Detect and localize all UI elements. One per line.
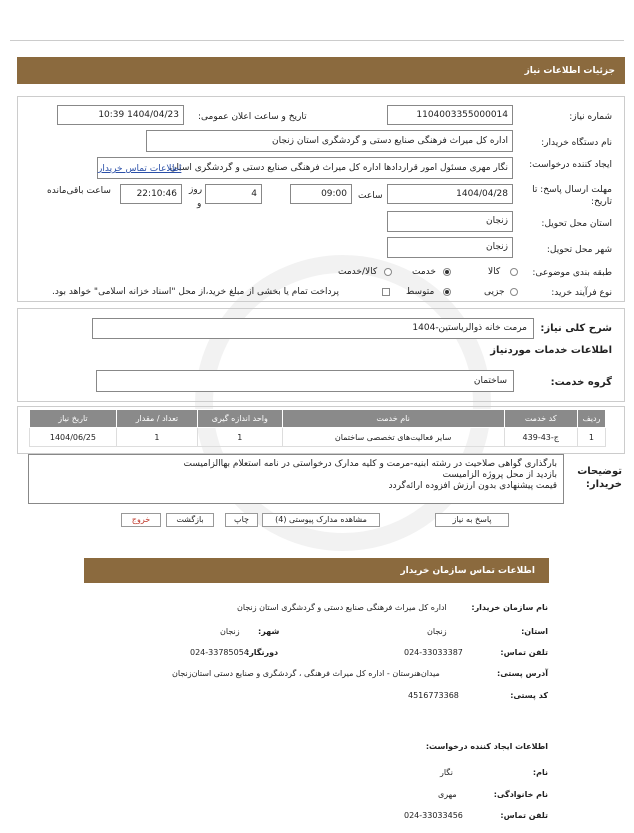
contact-org-value: اداره کل میراث فرهنگی صنایع دستی و گردشگری استان زنجان [237,603,447,612]
need-number-label: شماره نیاز: [569,112,612,122]
creator-name-value: نگار [440,768,453,777]
category-option-service: خدمت [412,267,436,277]
cell-service-name: سایر فعالیت‌های تخصصی ساختمان [282,428,504,447]
exit-button[interactable]: خروج [121,513,161,527]
requester-label: ایجاد کننده درخواست: [529,160,612,170]
creator-name-label: نام: [532,768,548,777]
requester-field: نگار مهری مسئول امور قراردادها اداره کل میراث فرهنگی صنایع دستی و گردشگری استان [97,157,513,179]
contact-postal-value: 4516773368 [408,691,459,700]
process-option-medium: متوسط [406,287,435,297]
top-divider [10,40,624,41]
days-remaining-field: 4 [205,184,262,204]
announce-datetime-label: تاریخ و ساعت اعلان عمومی: [198,112,307,122]
table-header-row [30,410,606,428]
contact-fax-label: دورنگار: [246,648,279,657]
category-option-goods: کالا [488,267,501,277]
city-field: زنجان [387,237,513,258]
cell-need-date: 1404/06/25 [30,428,117,447]
deadline-time-label: ساعت [358,191,383,201]
description-label: شرح کلی نیاز: [540,323,612,334]
col-need-date: تاریخ نیاز [30,410,117,428]
deadline-time-field: 09:00 [290,184,352,204]
cell-quantity: 1 [116,428,197,447]
creator-section-title: اطلاعات ایجاد کننده درخواست: [425,742,548,751]
and-label: و [197,199,202,209]
creator-family-value: مهری [438,790,457,799]
category-radio-goods[interactable] [510,268,518,276]
col-row: ردیف [577,410,605,428]
remaining-time-label: ساعت باقی‌مانده [47,186,111,196]
category-label: طبقه بندی موضوعی: [532,268,612,278]
col-unit: واحد اندازه گیری [198,410,283,428]
print-button[interactable]: چاپ [225,513,258,527]
cell-row: 1 [577,428,605,447]
contact-postal-label: کد پستی: [510,691,548,700]
contact-city-label: شهر: [258,627,280,636]
contact-fax-value: 024-33785054 [190,648,249,657]
reply-to-need-button[interactable]: پاسخ به نیاز [435,513,509,527]
days-label: روز [189,185,203,195]
back-button[interactable]: بازگشت [166,513,214,527]
deadline-label: مهلت ارسال پاسخ: تا تاریخ: [532,185,612,207]
category-option-goods-service: کالا/خدمت [338,267,378,277]
buyer-org-label: نام دستگاه خریدار: [541,138,612,148]
services-table [29,409,606,447]
contact-buyer-link[interactable]: اطلاعات تماس خریدار [98,164,182,174]
services-section-title: اطلاعات خدمات موردنیاز [490,345,612,356]
service-group-field: ساختمان [96,370,514,392]
category-radio-service[interactable] [443,268,451,276]
process-option-partial: جزیی [484,287,505,297]
table-row [30,428,606,447]
city-label: شهر محل تحویل: [546,245,612,255]
page-title: جزئیات اطلاعات نیاز [524,66,615,76]
buyer-notes-label: توضیحات خریدار: [577,466,622,490]
service-group-label: گروه خدمت: [550,377,612,388]
page-header [17,57,625,84]
process-label: نوع فرآیند خرید: [551,288,612,298]
buyer-note-line: بارگذاری گواهی صلاحیت در رشته ابنیه-مرمت و کلیه مدارک درخواستی در نامه استعلام بهاالزامیست [183,459,557,469]
col-service-code: کد خدمت [504,410,577,428]
buyer-notes-field [28,454,564,504]
contact-address-value: میدان‌هنرستان - اداره کل میراث فرهنگی ، گردشگری و صنایع دستی استان‌زنجان [172,669,440,678]
treasury-payment-note: پرداخت تمام یا بخشی از مبلغ خرید،از محل "اسناد خزانه اسلامی" خواهد بود. [52,287,340,297]
process-radio-medium[interactable] [443,288,451,296]
view-attachments-button[interactable]: مشاهده مدارک پیوستی (4) [262,513,380,527]
category-radio-goods-service[interactable] [384,268,392,276]
need-number-field: 1104003355000014 [387,105,513,125]
cell-service-code: ج-43-439 [504,428,577,447]
buyer-note-line: بازدید از محل پروژه الزامیست [442,470,557,480]
description-field: مرمت خانه ذوالریاستین-1404 [92,318,534,339]
treasury-payment-checkbox[interactable] [382,288,390,296]
contact-address-label: آدرس پستی: [497,669,548,678]
creator-phone-value: 024-33033456 [404,811,463,820]
contact-title: اطلاعات تماس سازمان خریدار [400,566,535,576]
announce-datetime-field: 1404/04/23 10:39 [57,105,184,125]
process-radio-partial[interactable] [510,288,518,296]
buyer-note-line: قیمت پیشنهادی بدون ارزش افزوده ارائه‌گردد [388,481,557,491]
contact-province-label: استان: [521,627,548,636]
province-field: زنجان [387,211,513,232]
deadline-date-field: 1404/04/28 [387,184,513,204]
contact-phone-label: تلفن تماس: [500,648,548,657]
col-quantity: تعداد / مقدار [116,410,197,428]
contact-phone-value: 024-33033387 [404,648,463,657]
creator-phone-label: تلفن تماس: [500,811,548,820]
contact-header [84,558,549,583]
contact-org-label: نام سازمان خریدار: [471,603,548,612]
province-label: استان محل تحویل: [541,219,612,229]
creator-family-label: نام خانوادگی: [493,790,548,799]
cell-unit: 1 [198,428,283,447]
buyer-org-field: اداره کل میراث فرهنگی صنایع دستی و گردشگری استان زنجان [146,130,513,152]
contact-province-value: زنجان [427,627,447,636]
remaining-time-field: 22:10:46 [120,184,182,204]
col-service-name: نام خدمت [282,410,504,428]
contact-city-value: زنجان [220,627,240,636]
